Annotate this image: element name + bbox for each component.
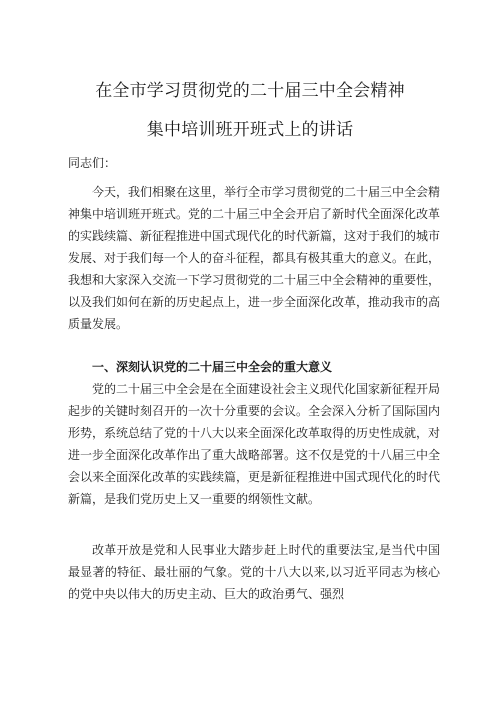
section-heading-1: 一、深刻认识党的二十届三中全会的重大意义: [92, 360, 333, 374]
paragraph-significance: 党的二十届三中全会是在全面建设社会主义现代化国家新征程开局起步的关键时刻召开的一次十分重要的会议。全会深入分析了国际国内形势，系统总结了党的十八大以来全面深化改革取得的历史性成就，对进一步全面深化改革作出了重大战略部署。这不仅是党的十八届三中全会以来全面深化改革的实践续篇，更是新征程推进中国式现代化的时代新篇，是我们党历史上又一重要的纲领性文献。: [68, 382, 441, 506]
greeting: 同志们：: [68, 156, 117, 170]
document-title-line-1: 在全市学习贯彻党的二十届三中全会精神: [95, 81, 405, 101]
paragraph-intro: 今天，我们相聚在这里，举行全市学习贯彻党的二十届三中全会精神集中培训班开班式。党的二十届三中全会开启了新时代全面深化改革的实践续篇、新征程推进中国式现代化的时代新篇，这对于我们的城市发展、对于我们每一个人的奋斗征程，都具有极其重大的意义。在此，我想和大家深入交流一下学习贯彻党的二十届三中全会精神的重要性，以及我们如何在新的历史起点上，进一步全面深化改革，推动我市的高质量发展。: [68, 185, 441, 331]
document-title-line-2: 集中培训班开班式上的讲话: [146, 120, 354, 140]
paragraph-reform: 改革开放是党和人民事业大踏步赶上时代的重要法宝,是当代中国最显著的特征、最壮丽的气象。党的十八大以来,以习近平同志为核心的党中央以伟大的历史主动、巨大的政治勇气、强烈: [68, 543, 440, 601]
